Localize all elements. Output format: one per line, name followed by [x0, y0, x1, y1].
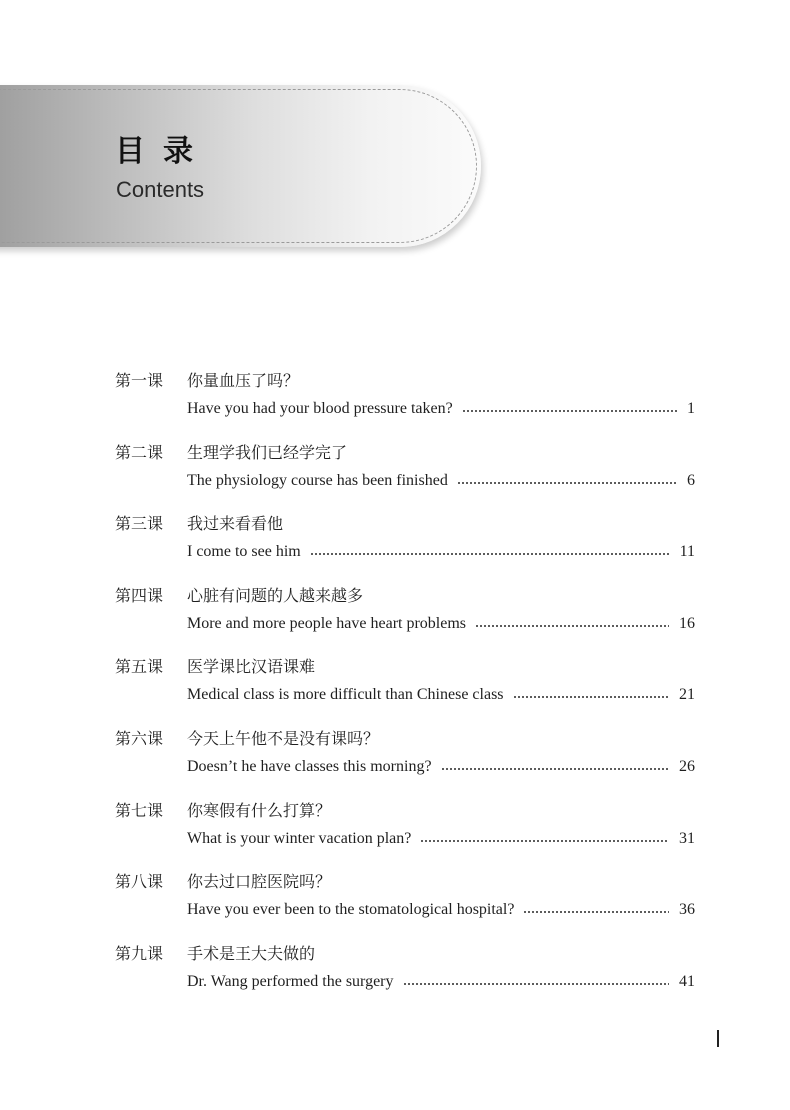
lesson-number: 第二课 — [115, 442, 164, 462]
lesson-line-english — [187, 899, 695, 921]
page-number: 11 — [679, 543, 695, 561]
dot-leader — [420, 840, 669, 842]
lesson-line-english — [187, 541, 695, 563]
lesson-number: 第九课 — [115, 943, 164, 963]
page-number: 41 — [679, 972, 695, 990]
lesson-title-chinese: 你量血压了吗？ — [187, 371, 300, 390]
lesson-number: 第三课 — [115, 514, 164, 534]
toc-entry-lesson-4[interactable] — [115, 579, 695, 651]
lesson-line-english — [187, 398, 695, 420]
lesson-line-english — [187, 971, 695, 993]
page-title-english: Contents — [116, 177, 205, 202]
lesson-title-english: Have you had your blood pressure taken? — [187, 400, 453, 417]
toc-entry-lesson-3[interactable] — [115, 507, 695, 579]
dot-leader — [403, 983, 669, 985]
toc-entry-lesson-1[interactable] — [115, 364, 695, 436]
table-of-contents — [115, 364, 695, 1008]
lesson-title-english: I come to see him — [187, 543, 301, 561]
lesson-line-english — [187, 756, 695, 778]
lesson-title-chinese: 心脏有问题的人越来越多 — [187, 585, 364, 605]
page-number: 21 — [679, 686, 695, 704]
dot-leader — [513, 696, 669, 698]
toc-entry-lesson-7[interactable] — [115, 794, 695, 866]
lesson-number: 第七课 — [115, 800, 164, 820]
lesson-line-english — [187, 613, 695, 635]
dot-leader — [462, 410, 677, 412]
lesson-title-chinese: 医学课比汉语课难 — [187, 657, 316, 677]
lesson-number: 第四课 — [115, 585, 164, 605]
lesson-title-chinese: 我过来看看他 — [187, 514, 284, 534]
page-number: 36 — [679, 901, 695, 919]
lesson-title-chinese: 手术是王大夫做的 — [187, 943, 316, 963]
dot-leader — [475, 625, 669, 627]
page-number: 31 — [679, 829, 695, 847]
lesson-title-english: What is your winter vacation plan? — [187, 829, 412, 847]
lesson-number: 第一课 — [115, 371, 164, 390]
dot-leader — [523, 911, 669, 913]
lesson-number: 第六课 — [115, 728, 164, 748]
lesson-title-english: Medical class is more difficult than Chinese class — [187, 686, 504, 704]
lesson-number: 第八课 — [115, 872, 164, 892]
lesson-title-chinese: 你寒假有什么打算？ — [187, 800, 332, 820]
lesson-title-chinese: 生理学我们已经学完了 — [187, 442, 348, 462]
lesson-title-chinese: 今天上午他不是没有课吗？ — [187, 728, 380, 748]
lesson-title-english: The physiology course has been finished — [187, 471, 448, 489]
page-number: 1 — [687, 400, 695, 417]
lesson-title-english: Doesn’t he have classes this morning? — [187, 757, 432, 775]
lesson-line-english — [187, 470, 695, 492]
dot-leader — [441, 768, 669, 770]
lesson-line-english — [187, 684, 695, 706]
dot-leader — [457, 482, 677, 484]
lesson-title-english: More and more people have heart problems — [187, 614, 467, 632]
lesson-line-english — [187, 828, 695, 850]
toc-entry-lesson-6[interactable] — [115, 722, 695, 794]
toc-entry-lesson-5[interactable] — [115, 650, 695, 722]
contents-header-banner — [0, 85, 481, 247]
page-number: 16 — [679, 614, 695, 632]
lesson-title-chinese: 你去过口腔医院吗？ — [187, 872, 332, 892]
dot-leader — [310, 553, 670, 555]
toc-entry-lesson-9[interactable] — [115, 937, 695, 1009]
page-number: 26 — [679, 757, 695, 775]
toc-entry-lesson-8[interactable] — [115, 865, 695, 937]
page-title-chinese: 目录 — [115, 134, 211, 169]
page-edge-marker — [717, 1030, 719, 1047]
toc-entry-lesson-2[interactable] — [115, 436, 695, 508]
lesson-title-english: Dr. Wang performed the surgery — [187, 972, 394, 990]
lesson-title-english: Have you ever been to the stomatological hospital? — [187, 901, 515, 919]
lesson-number: 第五课 — [115, 657, 164, 677]
page-number: 6 — [687, 471, 695, 489]
